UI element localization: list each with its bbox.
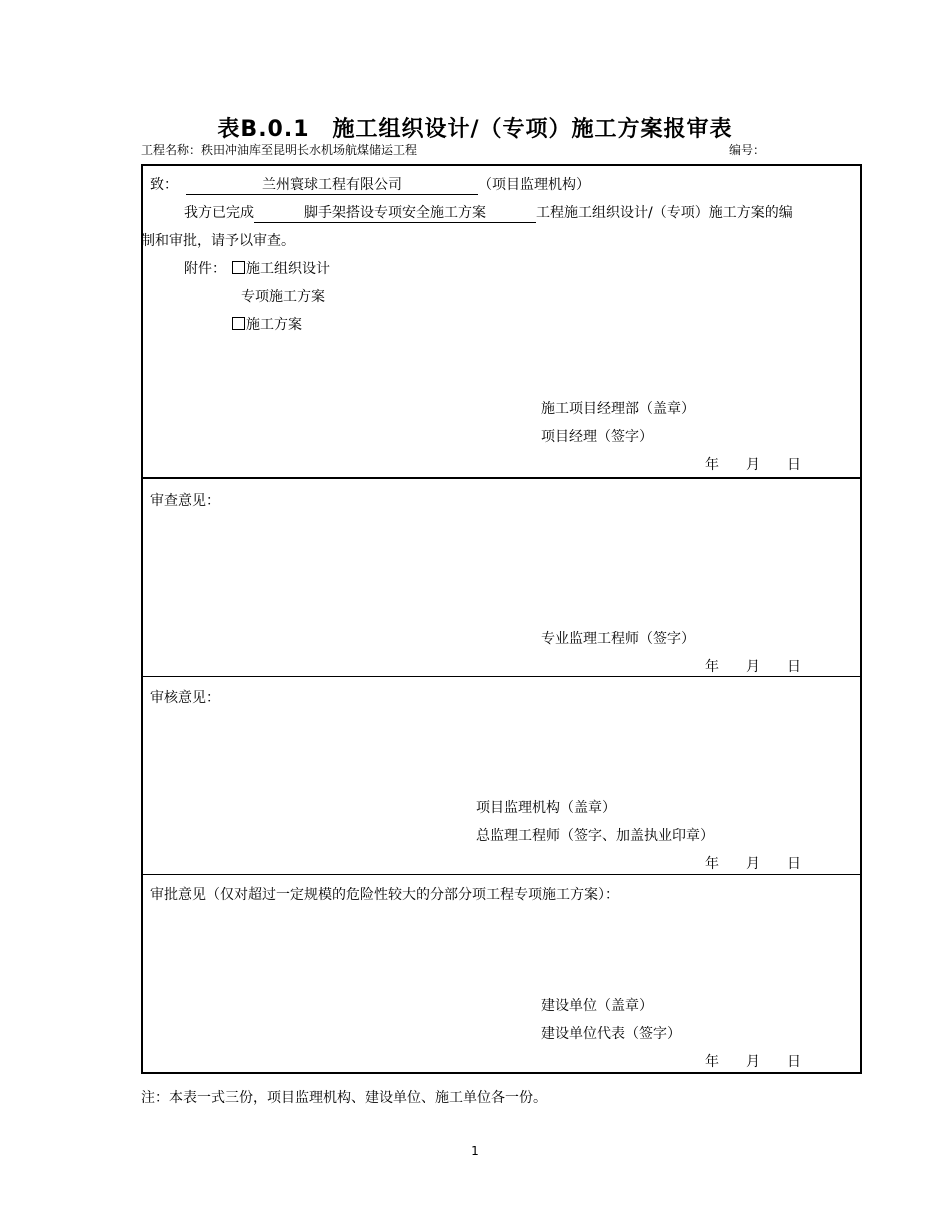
attachment-item[interactable]	[241, 286, 325, 306]
year-label: 年	[705, 856, 719, 872]
project-manager-sign-label: 项目经理（签字）	[541, 429, 653, 445]
review-opinion-label: 审查意见：	[150, 493, 220, 509]
approval-opinion-label: 审批意见（仅对超过一定规模的危险性较大的分部分项工程专项施工方案）：	[150, 887, 619, 903]
month-label: 月	[746, 1054, 760, 1070]
project-name: 工程名称：秩田冲油库至昆明长水机场航煤储运工程	[141, 143, 418, 157]
attachments-label: 附件：	[184, 261, 226, 277]
footer-note: 注：本表一式三份，项目监理机构、建设单位、施工单位各一份。	[141, 1090, 547, 1106]
contractor-seal-label: 施工项目经理部（盖章）	[541, 401, 695, 417]
date-line	[705, 853, 801, 873]
month-label: 月	[746, 856, 760, 872]
year-label: 年	[705, 1054, 719, 1070]
checkbox[interactable]	[232, 261, 245, 274]
audit-opinion-label: 审核意见：	[150, 690, 220, 706]
recipient-prefix: 致：	[150, 177, 178, 193]
recipient-suffix: （项目监理机构）	[478, 177, 590, 193]
attachment-item[interactable]	[232, 258, 330, 278]
attachment-label: 施工方案	[246, 317, 302, 333]
completion-line	[184, 202, 793, 223]
date-line	[705, 454, 801, 474]
form-title: 表B.0.1 施工组织设计/（专项）施工方案报审表	[217, 117, 733, 142]
recipient-line	[150, 174, 590, 195]
page-number: 1	[471, 1144, 479, 1158]
completion-prefix: 我方已完成	[184, 205, 254, 221]
scheme-name-field[interactable]: 脚手架搭设专项安全施工方案	[254, 204, 536, 223]
chief-engineer-sign-label: 总监理工程师（签字、加盖执业印章）	[476, 828, 714, 844]
owner-seal-label: 建设单位（盖章）	[541, 998, 653, 1014]
supervision-seal-label: 项目监理机构（盖章）	[476, 800, 616, 816]
month-label: 月	[746, 457, 760, 473]
checkbox[interactable]	[232, 317, 245, 330]
day-label: 日	[787, 856, 801, 872]
year-label: 年	[705, 659, 719, 675]
day-label: 日	[787, 659, 801, 675]
attachment-label: 专项施工方案	[241, 289, 325, 305]
owner-representative-sign-label: 建设单位代表（签字）	[541, 1026, 681, 1042]
date-line	[705, 656, 801, 676]
section-divider	[141, 477, 862, 479]
date-line	[705, 1051, 801, 1071]
day-label: 日	[787, 457, 801, 473]
section-divider	[141, 874, 862, 875]
month-label: 月	[746, 659, 760, 675]
completion-line-2: 制和审批，请予以审查。	[141, 233, 295, 249]
attachment-label: 施工组织设计	[246, 261, 330, 277]
supervisor-engineer-sign-label: 专业监理工程师（签字）	[541, 631, 695, 647]
day-label: 日	[787, 1054, 801, 1070]
recipient-field[interactable]: 兰州寰球工程有限公司	[186, 176, 478, 195]
section-divider	[141, 676, 862, 677]
completion-suffix: 工程施工组织设计/（专项）施工方案的编	[536, 205, 793, 221]
year-label: 年	[705, 457, 719, 473]
form-number-label: 编号：	[729, 143, 766, 157]
attachment-item[interactable]	[232, 314, 302, 334]
